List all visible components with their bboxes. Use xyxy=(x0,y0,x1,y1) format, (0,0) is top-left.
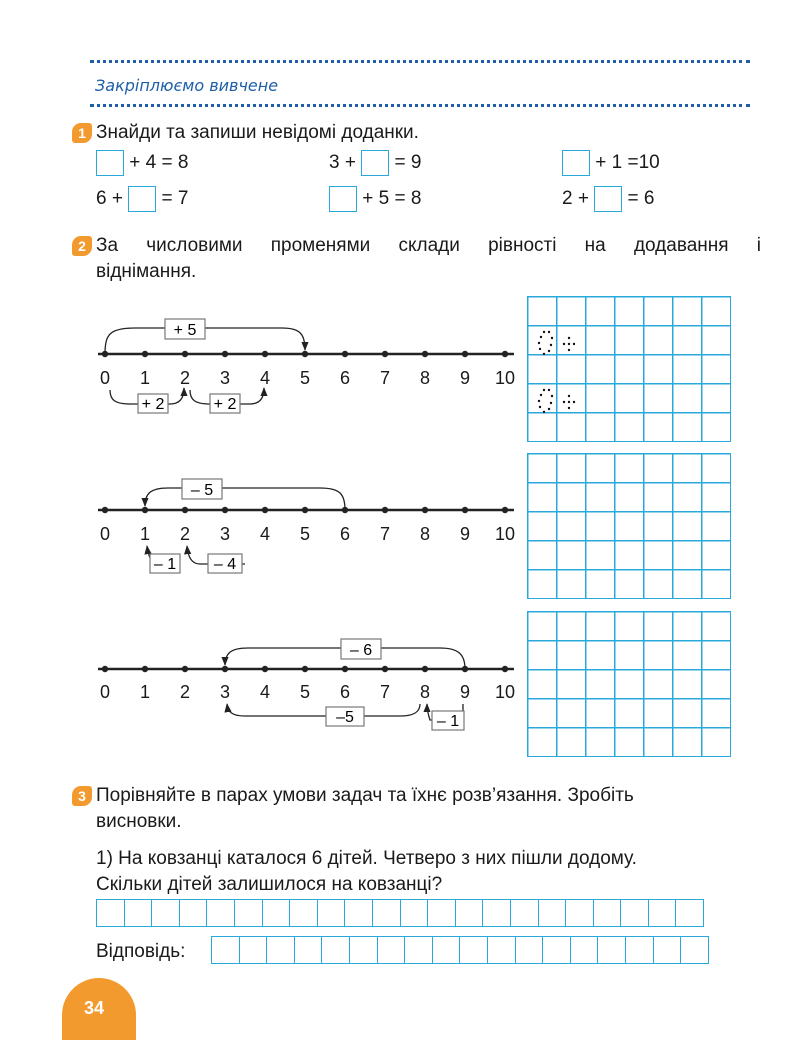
jump-label: – 1 xyxy=(436,713,460,730)
number-line-1 xyxy=(0,300,520,430)
tick-label: 8 xyxy=(419,524,431,544)
problem-text-line-1: 1) На ковзанці каталося 6 дітей. Четверо з них пішли додому. xyxy=(96,848,637,869)
answer-box[interactable] xyxy=(329,186,357,212)
tick-label: 6 xyxy=(339,368,351,388)
tick-label: 0 xyxy=(99,368,111,388)
number-line-2 xyxy=(0,460,520,585)
jump-label: – 6 xyxy=(349,642,373,659)
equation-1: + 4 = 8 xyxy=(96,150,188,176)
tick-label: 1 xyxy=(139,368,151,388)
tick-label: 0 xyxy=(99,524,111,544)
jump-arc-small xyxy=(227,704,420,716)
tick-label: 4 xyxy=(259,682,271,702)
task-3-number: 3 xyxy=(72,786,92,806)
answer-box[interactable] xyxy=(594,186,622,212)
task-3-text-line-2: висновки. xyxy=(96,811,182,832)
tick-label: 9 xyxy=(459,368,471,388)
task-1-text: Знайди та запиши невідомі доданки. xyxy=(96,122,419,143)
number-line-3 xyxy=(0,620,520,740)
jump-label: + 5 xyxy=(173,322,197,339)
jump-label: –5 xyxy=(336,709,354,726)
answer-box[interactable] xyxy=(96,150,124,176)
answer-box[interactable] xyxy=(128,186,156,212)
task-2-text-line-2: віднімання. xyxy=(96,261,197,282)
jump-arc-big xyxy=(145,488,345,510)
tick-label: 2 xyxy=(179,682,191,702)
tick-label: 10 xyxy=(494,682,516,702)
bottom-dotted-divider xyxy=(90,104,750,107)
equation-6: 2 + = 6 xyxy=(562,186,654,212)
tick-label: 10 xyxy=(494,368,516,388)
tick-label: 5 xyxy=(299,682,311,702)
answer-box[interactable] xyxy=(562,150,590,176)
tick-label: 10 xyxy=(494,524,516,544)
task-2-number: 2 xyxy=(72,236,92,256)
tick-label: 7 xyxy=(379,368,391,388)
tick-label: 5 xyxy=(299,524,311,544)
tick-label: 2 xyxy=(179,368,191,388)
jump-label: + 2 xyxy=(213,396,237,413)
tick-label: 8 xyxy=(419,368,431,388)
jump-label: – 5 xyxy=(190,482,214,499)
top-dotted-divider xyxy=(90,60,750,63)
tick-label: 7 xyxy=(379,682,391,702)
tick-label: 8 xyxy=(419,682,431,702)
tick-label: 2 xyxy=(179,524,191,544)
answer-cells[interactable] xyxy=(211,936,708,964)
writing-grid-3[interactable] xyxy=(527,611,731,757)
tick-label: 4 xyxy=(259,524,271,544)
jump-label: + 2 xyxy=(141,396,165,413)
task-3-text-line-1: Порівняйте в парах умови задач та їхнє розв’язання. Зробіть xyxy=(96,785,634,806)
tick-label: 9 xyxy=(459,682,471,702)
page-number-tab xyxy=(62,978,136,1040)
problem-text-line-2: Скільки дітей залишилося на ковзанці? xyxy=(96,874,443,895)
equation-3: + 1 =10 xyxy=(562,150,660,176)
tick-label: 9 xyxy=(459,524,471,544)
tick-label: 1 xyxy=(139,524,151,544)
tick-label: 5 xyxy=(299,368,311,388)
tick-label: 7 xyxy=(379,524,391,544)
tick-label: 1 xyxy=(139,682,151,702)
task-2-text-line-1: За числовими променями склади рівності на додавання і xyxy=(96,235,761,256)
tick-label: 4 xyxy=(259,368,271,388)
tick-label: 0 xyxy=(99,682,111,702)
jump-label: – 1 xyxy=(153,556,177,573)
answer-label: Відповідь: xyxy=(96,941,186,962)
task-1-number: 1 xyxy=(72,123,92,143)
equation-5: + 5 = 8 xyxy=(329,186,421,212)
section-title: Закріплюємо вивчене xyxy=(95,76,279,95)
page-number: 34 xyxy=(84,998,105,1018)
jump-label: – 4 xyxy=(213,556,237,573)
writing-grid-2[interactable] xyxy=(527,453,731,599)
tick-label: 6 xyxy=(339,524,351,544)
answer-box[interactable] xyxy=(361,150,389,176)
tick-label: 3 xyxy=(219,682,231,702)
tick-label: 3 xyxy=(219,524,231,544)
tick-label: 3 xyxy=(219,368,231,388)
dotted-sample-figures xyxy=(527,296,607,446)
tick-label: 6 xyxy=(339,682,351,702)
equation-4: 6 + = 7 xyxy=(96,186,188,212)
equation-2: 3 + = 9 xyxy=(329,150,421,176)
solution-cells[interactable] xyxy=(96,899,703,927)
